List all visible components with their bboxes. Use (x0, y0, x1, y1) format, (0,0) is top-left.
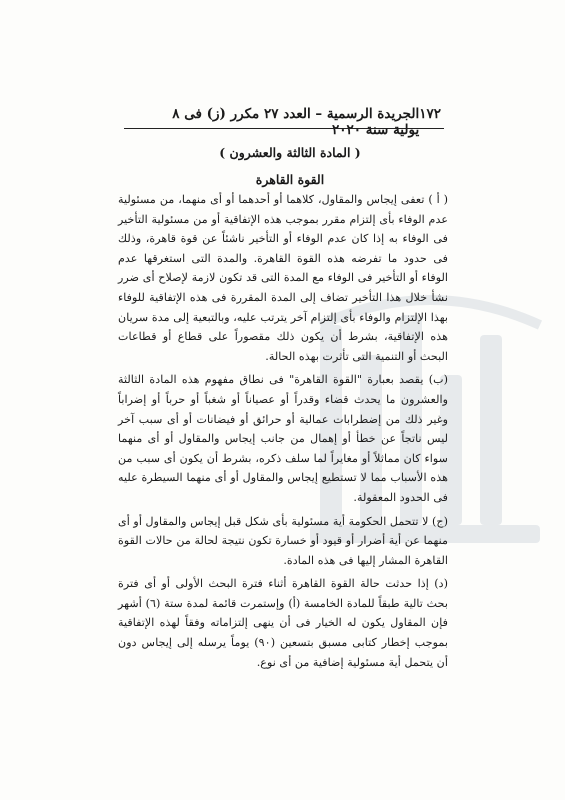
clause-b (118, 370, 448, 507)
page-header (145, 106, 441, 138)
clause-text: يقصد بعبارة "القوة القاهرة" فى نطاق مفهوم هذه المادة الثالثة والعشرون ما يحدث قضاء وقدراً أو عصياناً أو شغباً أو حرباً أو إضراباً وغير ذلك من إضطرابات عمالية أو حرائق أو فيضانات أو أى سبب آخر ليس ناتجاً عن خطأ أو إهمال من جانب إيجاس والمقاول أو أى منهما سواء كان مماثلاً أو مغايراً لما سلف ذكره، بشرط أن يكون أى سبب من هذه الأسباب مما لا تستطيع إيجاس والمقاول أو أى منهما السيطرة عليه فى الحدود المعقولة. (118, 373, 448, 504)
article-body (118, 190, 448, 676)
clause-marker: (ب) (428, 373, 449, 387)
clause-text: تعفى إيجاس والمقاول، كلاهما أو أحدهما أو أى منهما، من مسئولية عدم الوفاء بأى إلتزام مقرر بموجب هذه الإتفاقية أو من مسئولية التأخير فى الوفاء به إذا كان عدم الوفاء أو التأخير ناشئاً عن قوة قاهرة، وذلك فى حدود ما تفرضه هذه القوة القاهرة. والمدة التى استغرقها عدم الوفاء أو التأخير فى الوفاء مع المدة التى قد تكون لازمة لإصلاح أى ضرر نشأ خلال هذا التأخير تضاف إلى المدة المقررة فى هذه الإتفاقية للوفاء بهذا الإلتزام والوفاء بأى إلتزام آخر يترتب عليه، وبالتبعية إلى مدة سريان هذه الإتفاقية، بشرط أن يكون ذلك مقصوراً على قطاع أو قطاعات البحث أو التنمية التى تأثرت بهذه الحالة. (118, 193, 448, 363)
page-number: ١٧٢ (419, 106, 441, 122)
running-title: الجريدة الرسمية – العدد ٢٧ مكرر (ز) فى ٨ يولية سنة ٢٠٢٠ (172, 106, 420, 138)
clause-text: لا تتحمل الحكومة أية مسئولية بأى شكل قبل إيجاس والمقاول أو أى منهما عن أية أضرار أو قيود أو خسارة تكون نتيجة لحالة من حالات القوة القاهرة المشار إليها فى هذه المادة. (118, 514, 448, 567)
header-divider (124, 128, 444, 129)
section-title: القوة القاهرة (255, 172, 325, 187)
clause-marker: (د) (434, 577, 448, 591)
clause-c (118, 512, 448, 571)
clause-marker: (ج) (432, 514, 448, 528)
clause-d (118, 574, 448, 672)
clause-text: إذا حدثت حالة القوة القاهرة أثناء فترة البحث الأولى أو أى فترة بحث تالية طبقاً للمادة الخامسة (أ) وإستمرت قائمة لمدة ستة (٦) أشهر فإن المقاول يكون له الخيار فى أن ينهى إلتزاماته وفقاً لهذه الإتفاقية بموجب إخطار كتابى مسبق بتسعين (٩٠) يوماً يرسله إلى إيجاس دون أن يتحمل أية مسئولية إضافية من أى نوع. (118, 577, 448, 669)
clause-a (118, 190, 448, 366)
clause-marker: ( أ ) (428, 193, 448, 206)
article-title: ( المادة الثالثة والعشرون ) (219, 145, 361, 160)
